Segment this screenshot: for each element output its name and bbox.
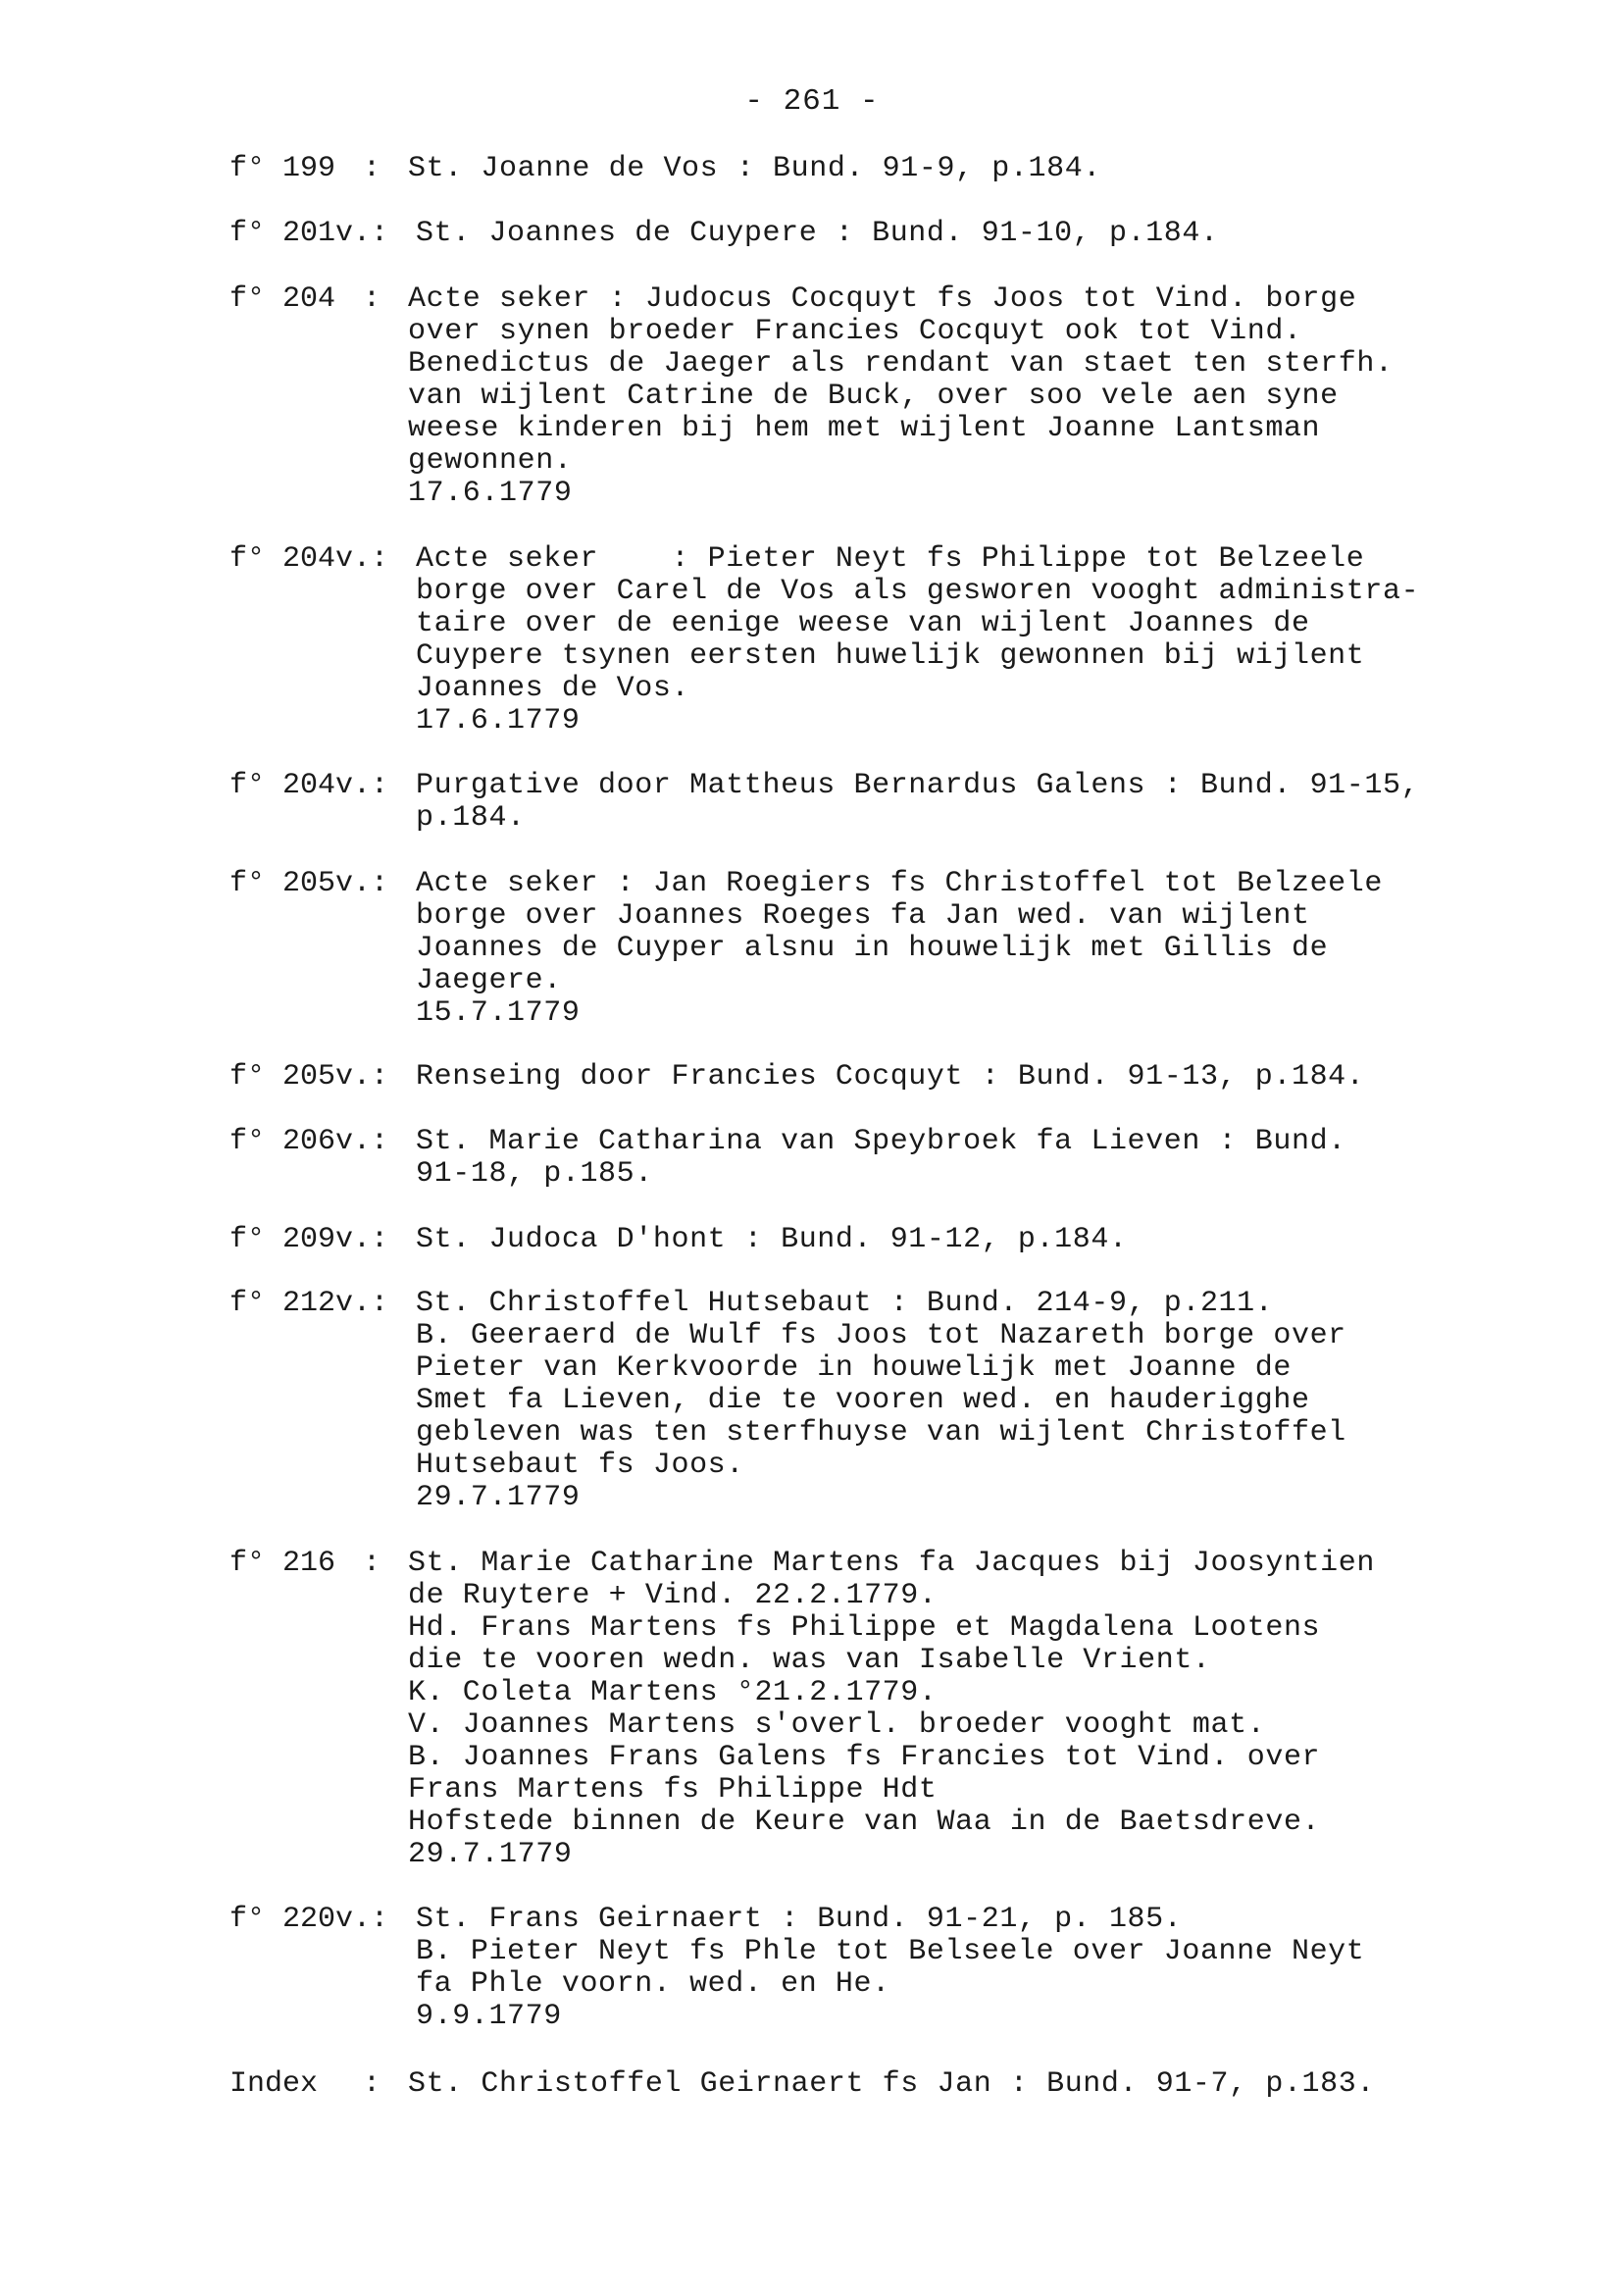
entry-text	[416, 1224, 1495, 1256]
folio-reference: Index	[229, 2067, 319, 2101]
entry-line: p.184.	[416, 801, 526, 835]
entry-text	[408, 2068, 1495, 2101]
entry-line: Renseing door Francies Cocquyt : Bund. 91-13, p.184.	[416, 1060, 1365, 1094]
entry-line: B. Pieter Neyt fs Phle tot Belseele over Joanne Neyt	[416, 1935, 1365, 1968]
register-entry	[229, 283, 1495, 510]
entry-text	[416, 1061, 1495, 1094]
register-entry	[229, 1224, 1495, 1256]
entry-line: Pieter van Kerkvoorde in houwelijk met Joanne de	[416, 1351, 1292, 1385]
entry-line: gewonnen.	[408, 444, 573, 478]
entry-line: B. Geeraerd de Wulf fs Joos tot Nazareth borge over	[416, 1319, 1346, 1352]
folio-reference: f° 204v.	[229, 769, 372, 802]
entry-line: over synen broeder Francies Cocquyt ook tot Vind.	[408, 315, 1302, 348]
entry-line: Jaegere.	[416, 964, 562, 997]
entry-line: Hofstede binnen de Keure van Waa in de Baetsdreve.	[408, 1806, 1321, 1839]
entry-line: St. Christoffel Hutsebaut : Bund. 214-9, p.211.	[416, 1287, 1274, 1320]
folio-reference: f° 205v.	[229, 1060, 372, 1094]
entry-text	[416, 1126, 1495, 1191]
entry-text	[408, 1548, 1495, 1871]
folio-separator: :	[363, 1547, 381, 1580]
register-entry	[229, 1904, 1495, 2033]
entry-line: van wijlent Catrine de Buck, over soo vele aen syne	[408, 380, 1339, 413]
folio-reference: f° 212v.	[229, 1287, 372, 1320]
folio-reference: f° 201v.	[229, 217, 372, 250]
entry-line: 9.9.1779	[416, 2000, 562, 2033]
entry-line: die te vooren wedn. was van Isabelle Vrient.	[408, 1644, 1211, 1677]
entry-text	[408, 283, 1495, 510]
entry-line: Hd. Frans Martens fs Philippe et Magdalena Lootens	[408, 1611, 1321, 1645]
entry-line: Joannes de Vos.	[416, 672, 690, 705]
register-entry	[229, 868, 1495, 1030]
folio-separator: :	[371, 542, 389, 576]
folio-separator: :	[363, 2067, 381, 2101]
entry-line: St. Marie Catharine Martens fa Jacques bij Joosyntien	[408, 1547, 1375, 1580]
entry-line: B. Joannes Frans Galens fs Francies tot Vind. over	[408, 1741, 1321, 1774]
register-entry	[229, 153, 1495, 185]
entry-line: weese kinderen bij hem met wijlent Joanne Lantsman	[408, 412, 1321, 445]
folio-reference: f° 199	[229, 152, 336, 185]
entry-line: Hutsebaut fs Joos.	[416, 1449, 744, 1482]
entry-line: Smet fa Lieven, die te vooren wed. en hauderigghe	[416, 1384, 1310, 1417]
entry-line: 15.7.1779	[416, 996, 581, 1030]
register-entry	[229, 2068, 1495, 2101]
entry-text	[416, 770, 1495, 835]
entry-line: borge over Joannes Roeges fa Jan wed. van wijlent	[416, 899, 1310, 933]
folio-separator: :	[371, 1223, 389, 1256]
folio-separator: :	[371, 1287, 389, 1320]
entry-line: fa Phle voorn. wed. en He.	[416, 1967, 890, 2001]
folio-reference: f° 204	[229, 282, 336, 316]
folio-reference: f° 209v.	[229, 1223, 372, 1256]
entry-line: Frans Martens fs Philippe Hdt	[408, 1773, 938, 1807]
folio-separator: :	[371, 1060, 389, 1094]
entry-line: 29.7.1779	[416, 1481, 581, 1514]
register-entry	[229, 1548, 1495, 1871]
folio-separator: :	[371, 217, 389, 250]
entry-text	[416, 1288, 1495, 1514]
page-number: - 261 -	[744, 84, 880, 119]
register-entry	[229, 1126, 1495, 1191]
folio-separator: :	[363, 152, 381, 185]
entry-line: Acte seker : Judocus Cocquyt fs Joos tot Vind. borge	[408, 282, 1357, 316]
entry-list	[229, 153, 1495, 2101]
entry-text	[416, 868, 1495, 1030]
folio-reference: f° 220v.	[229, 1903, 372, 1936]
folio-reference: f° 216	[229, 1547, 336, 1580]
register-entry	[229, 543, 1495, 738]
entry-line: borge over Carel de Vos als gesworen vooght administra-	[416, 575, 1420, 608]
entry-line: 17.6.1779	[416, 704, 581, 738]
entry-line: St. Joanne de Vos : Bund. 91-9, p.184.	[408, 152, 1101, 185]
entry-line: St. Christoffel Geirnaert fs Jan : Bund. 91-7, p.183.	[408, 2067, 1375, 2101]
entry-line: V. Joannes Martens s'overl. broeder vooght mat.	[408, 1708, 1266, 1742]
folio-separator: :	[371, 1125, 389, 1158]
entry-text	[416, 218, 1495, 250]
entry-text	[416, 1904, 1495, 2033]
register-entry	[229, 1061, 1495, 1094]
folio-separator: :	[363, 282, 381, 316]
entry-line: St. Frans Geirnaert : Bund. 91-21, p. 185.	[416, 1903, 1183, 1936]
entry-line: Acte seker : Jan Roegiers fs Christoffel tot Belzeele	[416, 867, 1383, 900]
register-entry	[229, 1288, 1495, 1514]
entry-line: Purgative door Mattheus Bernardus Galens : Bund. 91-15,	[416, 769, 1420, 802]
entry-line: de Ruytere + Vind. 22.2.1779.	[408, 1579, 938, 1612]
entry-line: St. Judoca D'hont : Bund. 91-12, p.184.	[416, 1223, 1128, 1256]
entry-line: 91-18, p.185.	[416, 1157, 653, 1191]
entry-line: Cuypere tsynen eersten huwelijk gewonnen bij wijlent	[416, 639, 1365, 673]
entry-line: St. Marie Catharina van Speybroek fa Lieven : Bund.	[416, 1125, 1346, 1158]
register-entry	[229, 218, 1495, 250]
folio-separator: :	[371, 1903, 389, 1936]
entry-line: Joannes de Cuyper alsnu in houwelijk met Gillis de	[416, 932, 1329, 965]
entry-line: 17.6.1779	[408, 477, 573, 510]
entry-text	[416, 543, 1495, 738]
entry-line: gebleven was ten sterfhuyse van wijlent Christoffel	[416, 1416, 1346, 1450]
entry-line: Acte seker : Pieter Neyt fs Philippe tot Belzeele	[416, 542, 1365, 576]
folio-reference: f° 205v.	[229, 867, 372, 900]
folio-separator: :	[371, 769, 389, 802]
entry-line: taire over de eenige weese van wijlent Joannes de	[416, 607, 1310, 640]
folio-reference: f° 206v.	[229, 1125, 372, 1158]
entry-line: K. Coleta Martens °21.2.1779.	[408, 1676, 938, 1709]
entry-line: St. Joannes de Cuypere : Bund. 91-10, p.184.	[416, 217, 1219, 250]
folio-reference: f° 204v.	[229, 542, 372, 576]
entry-line: Benedictus de Jaeger als rendant van staet ten sterfh.	[408, 347, 1394, 381]
register-entry	[229, 770, 1495, 835]
entry-text	[408, 153, 1495, 185]
folio-separator: :	[371, 867, 389, 900]
entry-line: 29.7.1779	[408, 1838, 573, 1871]
